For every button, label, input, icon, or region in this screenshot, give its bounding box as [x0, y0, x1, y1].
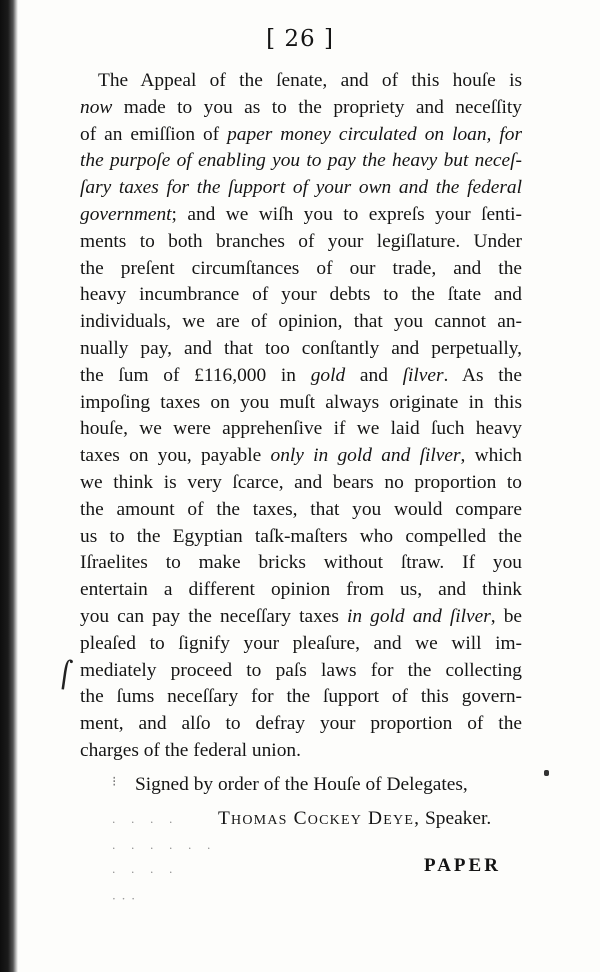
page-binding-edge — [0, 0, 18, 972]
body-line: charges of the federal union. — [80, 739, 301, 761]
margin-ink-spot — [544, 770, 549, 776]
body-line: the preſent circumſtances of our trade, and the — [80, 257, 522, 279]
body-line: Iſraelites to make bricks without ſtraw. If you — [80, 552, 522, 574]
body-line: houſe, we were apprehenſive if we laid ſuch heavy — [80, 418, 522, 440]
margin-bracket-mark: ⌠ — [55, 659, 74, 691]
body-line: you can pay the neceſſary taxes in gold and ſilver, be — [80, 605, 522, 627]
body-line: mediately proceed to paſs laws for the collecting — [80, 659, 522, 681]
body-line: ſary taxes for the ſupport of your own and the federal — [80, 177, 522, 199]
body-line: heavy incumbrance of your debts to the ſtate and — [80, 284, 522, 306]
body-line-italic: in gold and ſilver — [347, 605, 491, 627]
margin-dots: ⁝ — [112, 774, 117, 790]
speaker-name: Thomas Cockey Deye, — [218, 808, 421, 829]
body-paragraph — [80, 68, 522, 765]
body-line: taxes on you, payable only in gold and ſilver, which — [80, 445, 522, 467]
body-line: the amount of the taxes, that you would compare — [80, 498, 522, 520]
body-line: The Appeal of the ſenate, and of this houſe is — [98, 70, 522, 91]
body-line: we think is very ſcarce, and bears no proportion to — [80, 471, 522, 493]
margin-dots: · · · · — [112, 816, 179, 829]
body-line: ment, and alſo to defray your proportion of the — [80, 713, 522, 735]
body-line: individuals, we are of opinion, that you cannot an- — [80, 311, 522, 333]
body-line: the ſum of £116,000 in gold and ſilver. As the — [80, 364, 522, 386]
body-line: the ſums neceſſary for the ſupport of this govern- — [80, 686, 522, 708]
body-line: entertain a different opinion from us, and think — [80, 579, 522, 601]
margin-dots: · · · · · · — [112, 842, 217, 855]
signed-by-line: Signed by order of the Houſe of Delegates, — [135, 774, 468, 795]
body-line-rest: made to you as to the propriety and neceſſity — [123, 96, 522, 118]
body-line-italic-lead: now — [80, 96, 113, 118]
body-line — [80, 95, 522, 122]
speaker-line — [218, 808, 491, 830]
body-line: impoſing taxes on you muſt always originate in this — [80, 391, 522, 413]
printer-signature-mark: · · · — [112, 892, 137, 906]
body-line-italic-lead: government — [80, 203, 172, 225]
body-line: ments to both branches of your legiſlature. Under — [80, 230, 522, 252]
body-line: pleaſed to ſignify your pleaſure, and we will im- — [80, 632, 522, 654]
signature-block — [135, 774, 468, 796]
body-line-italic: only in gold and ſilver — [270, 445, 461, 467]
body-line: the purpoſe of enabling you to pay the heavy but neceſ- — [80, 150, 522, 172]
body-line: government; and we wiſh you to expreſs your ſenti- — [80, 203, 522, 225]
speaker-title: Speaker. — [424, 808, 492, 829]
body-line-italic: paper money circulated on loan, for — [227, 123, 522, 145]
body-line: nually pay, and that too conſtantly and perpetually, — [80, 337, 522, 359]
body-line: of an emiſſion of paper money circulated on loan, for — [80, 123, 522, 145]
body-line: us to the Egyptian taſk-maſters who compelled the — [80, 525, 522, 547]
page-number: [ 26 ] — [266, 26, 334, 52]
margin-dots: · · · · — [112, 866, 179, 879]
catchword: PAPER — [424, 855, 501, 876]
body-line-italic: gold — [310, 364, 346, 386]
body-line-italic: ſilver — [402, 364, 444, 386]
